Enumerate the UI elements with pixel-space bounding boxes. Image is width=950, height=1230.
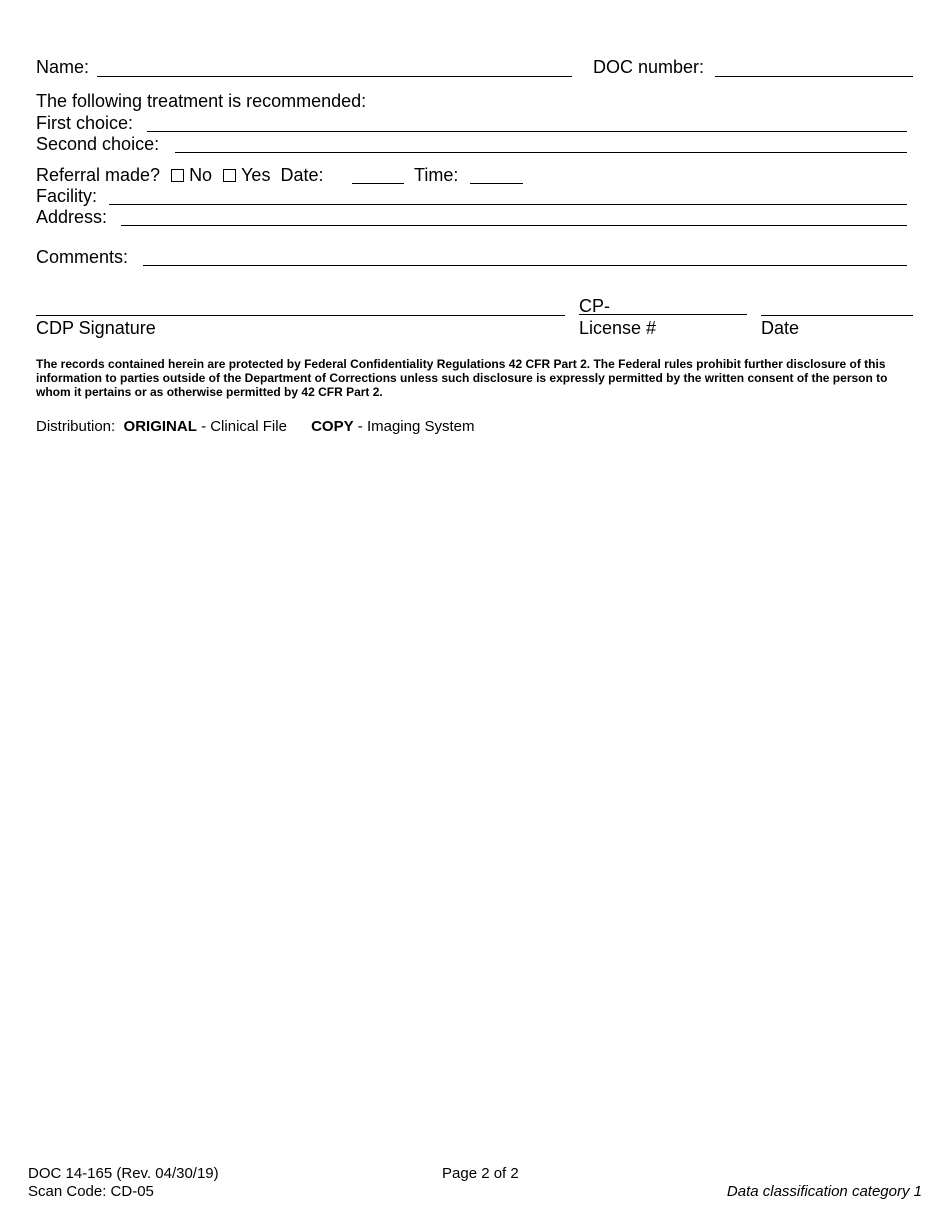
- license-field[interactable]: [579, 295, 747, 315]
- distribution-copy-desc: - Imaging System: [357, 418, 475, 435]
- referral-label: Referral made?: [36, 165, 161, 185]
- distribution-original-desc: - Clinical File: [201, 418, 287, 435]
- distribution-copy: COPY: [311, 418, 354, 435]
- distribution-label: Distribution:: [36, 418, 116, 435]
- name-field[interactable]: [97, 56, 572, 77]
- referral-yes-label: Yes: [241, 165, 271, 185]
- first-choice-label: First choice:: [36, 113, 134, 133]
- scan-code: Scan Code: CD-05: [28, 1183, 154, 1200]
- page-number: Page 2 of 2: [442, 1165, 519, 1182]
- signature-field[interactable]: [36, 295, 565, 316]
- second-choice-field[interactable]: [175, 132, 907, 153]
- address-field[interactable]: [121, 205, 907, 226]
- referral-date-label: Date:: [280, 165, 324, 185]
- second-choice-label: Second choice:: [36, 134, 160, 154]
- referral-time-label: Time:: [414, 165, 459, 185]
- referral-time-field[interactable]: [470, 163, 523, 184]
- referral-date-field[interactable]: [352, 163, 404, 184]
- license-prefix: CP-: [579, 296, 610, 316]
- name-label: Name:: [36, 57, 90, 77]
- facility-label: Facility:: [36, 186, 98, 206]
- signature-date-field[interactable]: [761, 295, 913, 316]
- data-classification: Data classification category 1: [726, 1183, 922, 1200]
- distribution-original: ORIGINAL: [123, 418, 197, 435]
- confidentiality-notice: The records contained herein are protected by Federal Confidentiality Regulations 42 CFR Part 2. The Federal rules prohibit further disclosure of this information to parties outside of the Department of Corrections unless such disclosure is expressly permitted by the written consent of the person to whom it pertains or as otherwise permitted by 42 CFR Part 2.: [36, 357, 888, 399]
- referral-no-checkbox[interactable]: [171, 169, 184, 182]
- referral-no-label: No: [189, 165, 213, 185]
- signature-date-label: Date: [761, 318, 800, 338]
- address-label: Address:: [36, 207, 108, 227]
- signature-label: CDP Signature: [36, 318, 156, 338]
- referral-row: [36, 165, 323, 185]
- treatment-heading: The following treatment is recommended:: [36, 91, 367, 111]
- facility-field[interactable]: [109, 184, 907, 205]
- comments-field[interactable]: [143, 245, 907, 266]
- comments-label: Comments:: [36, 247, 129, 267]
- referral-yes-checkbox[interactable]: [223, 169, 236, 182]
- doc-number-label: DOC number:: [593, 57, 705, 77]
- distribution-line: [36, 418, 475, 436]
- doc-number-field[interactable]: [715, 56, 913, 77]
- license-label: License #: [579, 318, 657, 338]
- form-id: DOC 14-165 (Rev. 04/30/19): [28, 1165, 219, 1182]
- first-choice-field[interactable]: [147, 111, 907, 132]
